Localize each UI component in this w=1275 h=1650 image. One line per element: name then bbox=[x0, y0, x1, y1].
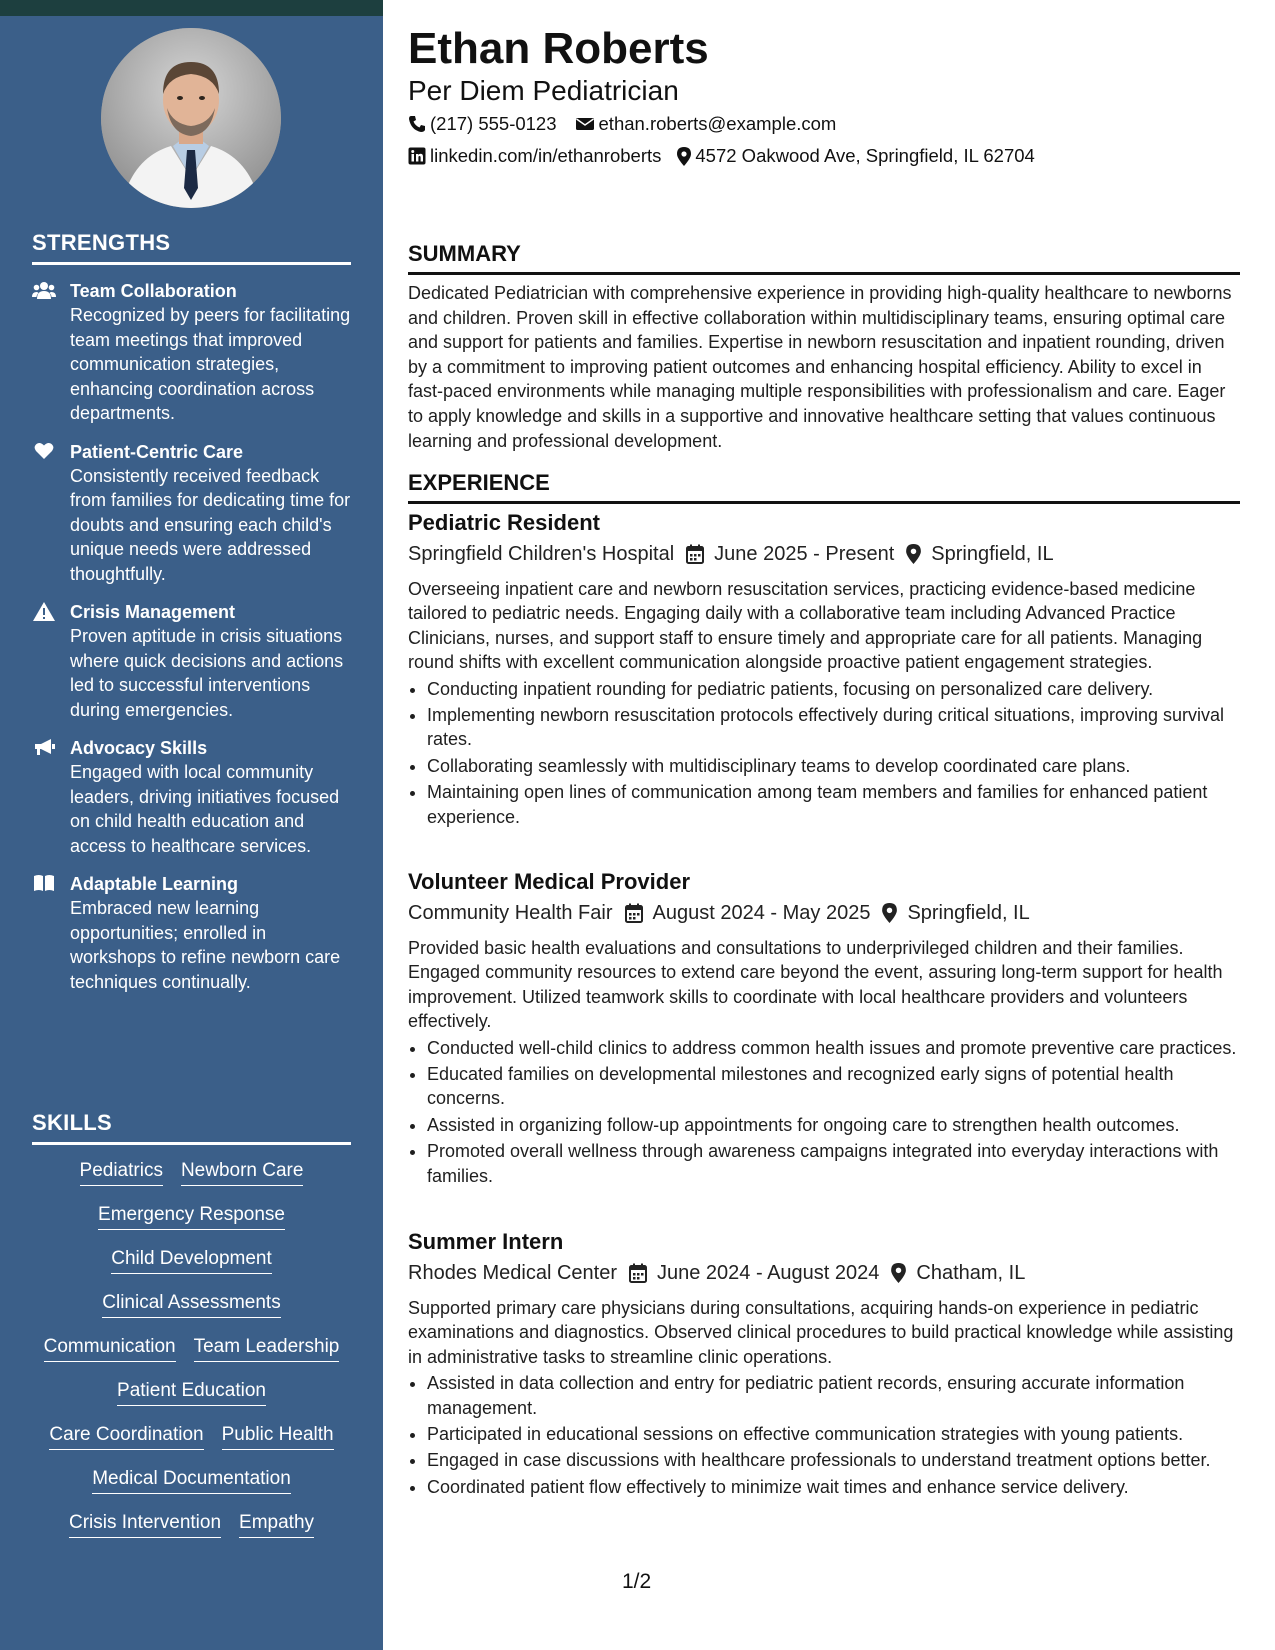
company-name: Springfield Children's Hospital bbox=[408, 543, 675, 565]
profile-photo bbox=[101, 28, 281, 208]
summary-heading: SUMMARY bbox=[408, 241, 1240, 275]
skill-tag: Public Health bbox=[222, 1423, 334, 1450]
megaphone-icon bbox=[32, 736, 56, 758]
skills-section bbox=[32, 1110, 351, 1555]
job-description: Provided basic health evaluations and consultations to underprivileged children and their families. Engaged community resources to extend care beyond the event, assuring long-term support for health improvement. Utilized teamwork skills to coordinate with local healthcare providers and volunteers effectively. bbox=[408, 938, 1223, 1032]
map-pin-icon bbox=[906, 544, 921, 564]
calendar-icon bbox=[629, 1263, 647, 1283]
job-title: Volunteer Medical Provider bbox=[408, 869, 691, 894]
linkedin-link[interactable]: linkedin.com/in/ethanroberts bbox=[430, 145, 662, 166]
strength-title: Advocacy Skills bbox=[70, 738, 208, 758]
skills-heading: SKILLS bbox=[32, 1110, 351, 1145]
job-location: Springfield, IL bbox=[931, 543, 1054, 565]
job-entry bbox=[408, 509, 1240, 831]
candidate-title: Per Diem Pediatrician bbox=[408, 75, 679, 106]
skill-tag: Clinical Assessments bbox=[102, 1291, 280, 1318]
bullet-item: • Conducting inpatient rounding for pediatric patients, focusing on personalized care delivery. bbox=[427, 677, 1240, 701]
job-dates: August 2024 - May 2025 bbox=[652, 902, 871, 924]
strength-title: Patient-Centric Care bbox=[70, 441, 244, 462]
contact-row bbox=[408, 113, 854, 135]
job-meta bbox=[408, 1258, 1240, 1288]
skill-tag: Care Coordination bbox=[49, 1423, 203, 1450]
book-icon bbox=[32, 872, 56, 894]
job-bullets bbox=[408, 1371, 1240, 1499]
map-pin-icon bbox=[882, 903, 897, 923]
strength-title: Crisis Management bbox=[70, 602, 236, 622]
email-link[interactable]: ethan.roberts@example.com bbox=[598, 113, 837, 134]
contact-row bbox=[408, 145, 1053, 167]
strength-item bbox=[32, 872, 351, 994]
skill-tag: Crisis Intervention bbox=[69, 1511, 221, 1538]
strength-title: Team Collaboration bbox=[70, 281, 237, 301]
skill-tag: Patient Education bbox=[117, 1379, 266, 1406]
sidebar bbox=[0, 0, 383, 1650]
bullet-item: • Implementing newborn resuscitation protocols effectively during critical situations, improving survival rates. bbox=[427, 703, 1240, 752]
job-dates: June 2025 - Present bbox=[714, 543, 895, 565]
strength-item bbox=[32, 736, 351, 858]
bullet-item: • Engaged in case discussions with healthcare professionals to understand treatment options better. bbox=[427, 1448, 1240, 1472]
linkedin-icon bbox=[408, 147, 426, 165]
phone-contact bbox=[408, 113, 557, 135]
bullet-item: • Promoted overall wellness through awareness campaigns integrated into everyday interactions with families. bbox=[427, 1139, 1240, 1188]
bullet-item: • Conducted well-child clinics to address common health issues and promote preventive care practices. bbox=[427, 1036, 1240, 1060]
strength-description: Consistently received feedback from families for dedicating time for doubts and ensuring each child's unique needs were addressed thoughtfully. bbox=[70, 465, 351, 584]
job-entry bbox=[408, 1228, 1240, 1501]
skills-list bbox=[32, 1159, 351, 1538]
strength-description: Engaged with local community leaders, driving initiatives focused on child health education and access to healthcare services. bbox=[70, 762, 340, 856]
skill-tag: Pediatrics bbox=[80, 1159, 163, 1186]
job-meta bbox=[408, 539, 1240, 569]
email-contact[interactable] bbox=[575, 113, 837, 135]
skill-tag: Emergency Response bbox=[98, 1203, 285, 1230]
company-name: Community Health Fair bbox=[408, 902, 613, 924]
bullet-item: • Coordinated patient flow effectively to minimize wait times and enhance service delivery. bbox=[427, 1475, 1240, 1499]
job-location: Chatham, IL bbox=[916, 1262, 1026, 1284]
candidate-name: Ethan Roberts bbox=[408, 24, 709, 73]
skill-tag: Empathy bbox=[239, 1511, 314, 1538]
address-contact bbox=[677, 145, 1034, 167]
calendar-icon bbox=[686, 544, 704, 564]
skill-tag: Newborn Care bbox=[181, 1159, 304, 1186]
page-number: 1/2 bbox=[622, 1570, 652, 1593]
strengths-section bbox=[32, 230, 351, 994]
sidebar-top-bar bbox=[0, 0, 383, 16]
skill-tag: Medical Documentation bbox=[92, 1467, 291, 1494]
strength-description: Recognized by peers for facilitating team meetings that improved communication strategies, enhancing coordination across departments. bbox=[70, 305, 351, 423]
strength-description: Embraced new learning opportunities; enrolled in workshops to refine newborn care techniques continually. bbox=[70, 898, 341, 992]
job-bullets bbox=[408, 1036, 1240, 1188]
address-text: 4572 Oakwood Ave, Springfield, IL 62704 bbox=[695, 145, 1035, 166]
strength-title: Adaptable Learning bbox=[70, 874, 239, 894]
strength-item bbox=[32, 440, 351, 587]
experience-heading: EXPERIENCE bbox=[408, 470, 1240, 504]
summary-text: Dedicated Pediatrician with comprehensive experience in providing high-quality healthcare to newborns and children. Proven skill in effective collaboration within multidisciplinary teams, ensuring optimal care and support for patients and families. Expertise in newborn resuscitation and inpatient rounding, driven by a commitment to improving patient outcomes and enhancing hospital efficiency. Ability to excel in fast-paced environments while managing multiple responsibilities with professionalism and care. Eager to apply knowledge and skills in a supportive and innovative healthcare setting that values continuous learning and professional development. bbox=[408, 283, 1232, 451]
strengths-heading: STRENGTHS bbox=[32, 230, 351, 265]
heart-icon bbox=[32, 440, 56, 462]
bullet-item: • Assisted in organizing follow-up appointments for ongoing care to strengthen health outcomes. bbox=[427, 1113, 1240, 1137]
job-bullets bbox=[408, 677, 1240, 829]
skill-tag: Team Leadership bbox=[194, 1335, 340, 1362]
bullet-item: • Collaborating seamlessly with multidisciplinary teams to develop coordinated care plans. bbox=[427, 754, 1240, 778]
strength-item bbox=[32, 279, 351, 426]
skill-tag: Communication bbox=[44, 1335, 176, 1362]
company-name: Rhodes Medical Center bbox=[408, 1262, 617, 1284]
map-pin-icon bbox=[677, 147, 691, 166]
envelope-icon bbox=[575, 116, 595, 132]
job-title: Pediatric Resident bbox=[408, 510, 600, 535]
bullet-item: • Educated families on developmental milestones and recognized early signs of potential health concerns. bbox=[427, 1062, 1240, 1111]
avatar bbox=[101, 28, 281, 208]
job-entry bbox=[408, 868, 1240, 1190]
warning-icon bbox=[32, 600, 56, 622]
phone-number: (217) 555-0123 bbox=[430, 113, 557, 134]
job-dates: June 2024 - August 2024 bbox=[657, 1262, 880, 1284]
strength-description: Proven aptitude in crisis situations where quick decisions and actions led to successful interventions during emergencies. bbox=[70, 626, 344, 720]
job-description: Overseeing inpatient care and newborn resuscitation services, practicing evidence-based medicine tailored to pediatric needs. Engaging daily with a collaborative team including Advanced Practice Clinicians, nurses, and support staff to ensure timely and appropriate care for all patients. Managing round shifts with excellent communication alongside proactive patient engagement strategies. bbox=[408, 579, 1203, 673]
calendar-icon bbox=[625, 903, 643, 923]
strength-item bbox=[32, 600, 351, 722]
bullet-item: • Assisted in data collection and entry for pediatric patient records, ensuring accurate information management. bbox=[427, 1371, 1240, 1420]
bullet-item: • Maintaining open lines of communication among team members and families for enhanced patient experience. bbox=[427, 780, 1240, 829]
map-pin-icon bbox=[891, 1263, 906, 1283]
phone-icon bbox=[408, 115, 426, 133]
bullet-item: • Participated in educational sessions on effective communication strategies with young patients. bbox=[427, 1422, 1240, 1446]
job-title: Summer Intern bbox=[408, 1229, 564, 1254]
job-meta bbox=[408, 898, 1240, 928]
linkedin-contact[interactable] bbox=[408, 145, 661, 167]
skill-tag: Child Development bbox=[111, 1247, 272, 1274]
job-description: Supported primary care physicians during consultations, acquiring hands-on experience in pediatric examinations and diagnostics. Observed clinical procedures to build practical knowledge while assisting in administrative tasks to streamline clinic operations. bbox=[408, 1298, 1234, 1367]
job-location: Springfield, IL bbox=[907, 902, 1030, 924]
users-icon bbox=[32, 279, 56, 301]
